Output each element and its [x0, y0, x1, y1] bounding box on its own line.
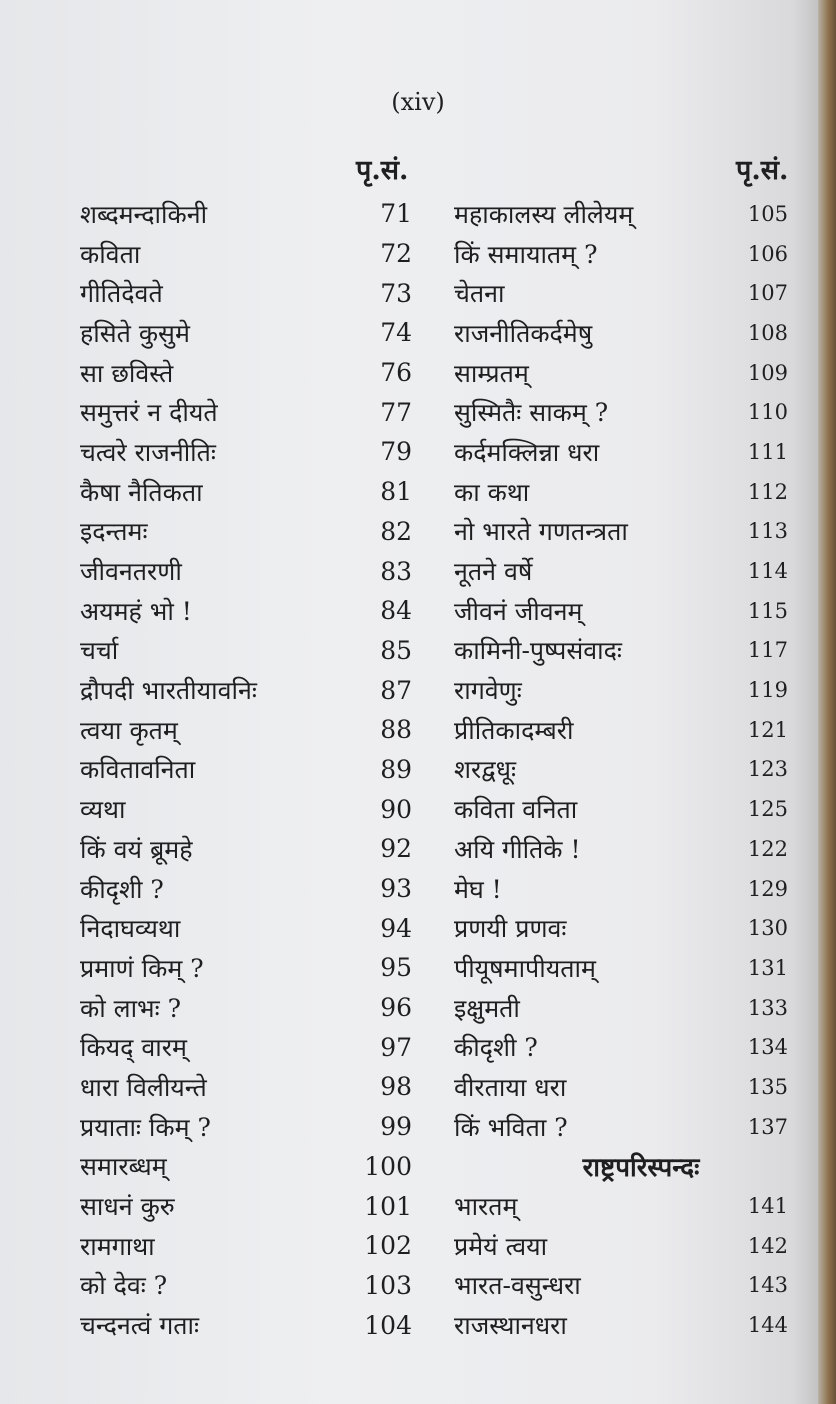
toc-entry [80, 512, 412, 552]
toc-entry [454, 512, 788, 552]
toc-entry [454, 1186, 788, 1226]
entry-title: को देवः ? [80, 1271, 168, 1301]
entry-page-number: 83 [380, 556, 412, 586]
toc-entry [80, 789, 412, 829]
entry-title: को लाभः ? [80, 993, 182, 1023]
toc-entry [454, 670, 788, 710]
right-column-header: पृ.सं. [736, 155, 789, 186]
entry-page-number: 144 [747, 1313, 788, 1338]
entry-page-number: 117 [747, 638, 788, 663]
toc-entry [80, 313, 412, 353]
toc-entry [454, 591, 788, 631]
entry-title: द्रौपदी भारतीयावनिः [80, 676, 257, 706]
toc-entry [454, 789, 788, 829]
toc-entry [454, 273, 788, 313]
toc-entry [454, 194, 788, 234]
entry-page-number: 130 [747, 916, 788, 941]
toc-entry [454, 472, 788, 512]
entry-title: निदाघव्यथा [80, 914, 181, 944]
entry-title: रामगाथा [80, 1231, 155, 1261]
toc-entry [80, 869, 412, 909]
entry-title: चन्दनत्वं गताः [80, 1311, 200, 1341]
entry-title: सुस्मितैः साकम् ? [454, 398, 609, 428]
entry-page-number: 93 [380, 874, 412, 904]
entry-title: व्यथा [80, 795, 126, 825]
toc-entry [80, 1186, 412, 1226]
entry-title: रागवेणुः [454, 676, 522, 706]
entry-page-number: 107 [747, 281, 788, 306]
toc-entry [80, 1147, 412, 1187]
entry-title: कवितावनिता [80, 755, 196, 785]
entry-title: कविता वनिता [454, 795, 578, 825]
toc-entry [454, 988, 788, 1028]
entry-page-number: 74 [380, 318, 412, 348]
toc-entry [454, 908, 788, 948]
toc-entry [454, 869, 788, 909]
entry-title: साम्प्रतम् [454, 358, 529, 388]
toc-entry [454, 710, 788, 750]
left-column-header: पृ.सं. [356, 155, 409, 186]
toc-entry [454, 1107, 788, 1147]
entry-page-number: 123 [747, 757, 788, 782]
entry-page-number: 87 [380, 675, 412, 705]
toc-entry [80, 392, 412, 432]
entry-page-number: 109 [747, 360, 788, 385]
entry-title: भारतम् [454, 1192, 518, 1222]
entry-title: प्रीतिकादम्बरी [454, 715, 574, 745]
entry-title: किं समायातम् ? [454, 239, 598, 269]
toc-entry [80, 194, 412, 234]
entry-page-number: 105 [747, 201, 788, 226]
entry-title: अयि गीतिके ! [454, 834, 581, 864]
entry-page-number: 88 [380, 715, 412, 745]
entry-title: समुत्तरं न दीयते [80, 398, 218, 428]
entry-page-number: 129 [747, 876, 788, 901]
entry-page-number: 103 [364, 1270, 412, 1300]
toc-entry [80, 353, 412, 393]
entry-title: साधनं कुरु [80, 1192, 175, 1222]
entry-page-number: 71 [380, 199, 412, 229]
entry-title: कामिनी-पुष्पसंवादः [454, 636, 622, 666]
entry-title: चर्चा [80, 636, 119, 666]
toc-entry [454, 432, 788, 472]
entry-title: कियद् वारम् [80, 1033, 187, 1063]
entry-title: प्रयाताः किम् ? [80, 1112, 211, 1142]
entry-page-number: 122 [747, 836, 788, 861]
entry-title: राष्ट्रपरिस्पन्दः [582, 1153, 700, 1184]
entry-title: राजस्थानधरा [454, 1311, 567, 1341]
entry-page-number: 115 [747, 598, 788, 623]
entry-page-number: 82 [380, 516, 412, 546]
entry-title: कर्दमक्लिन्ना धरा [454, 437, 600, 467]
entry-page-number: 72 [380, 239, 412, 269]
entry-title: राजनीतिकर्दमेषु [454, 318, 593, 348]
entry-page-number: 96 [380, 993, 412, 1023]
entry-title: गीतिदेवते [80, 279, 163, 309]
toc-entry [80, 234, 412, 274]
entry-page-number: 90 [380, 794, 412, 824]
toc-entry [80, 670, 412, 710]
entry-title: कीदृशी ? [454, 1033, 538, 1063]
toc-entry [80, 472, 412, 512]
entry-page-number: 114 [747, 559, 788, 584]
entry-title: जीवनतरणी [80, 557, 182, 587]
entry-page-number: 111 [747, 439, 788, 464]
book-edge [818, 0, 836, 1404]
entry-page-number: 137 [747, 1114, 788, 1139]
entry-title: का कथा [454, 477, 530, 507]
entry-page-number: 112 [747, 479, 788, 504]
entry-page-number: 73 [380, 278, 412, 308]
entry-title: कैषा नैतिकता [80, 477, 203, 507]
entry-title: पीयूषमापीयताम् [454, 953, 596, 983]
entry-title: अयमहं भो ! [80, 596, 192, 626]
toc-entry [80, 432, 412, 472]
entry-title: चत्वरे राजनीतिः [80, 437, 216, 467]
entry-title: मेघ ! [454, 874, 502, 904]
entry-title: कविता [80, 239, 141, 269]
entry-page-number: 81 [380, 477, 412, 507]
entry-page-number: 119 [747, 678, 788, 703]
toc-entry [80, 1067, 412, 1107]
toc-entry [454, 1067, 788, 1107]
entry-page-number: 94 [380, 913, 412, 943]
entry-title: किं भविता ? [454, 1112, 568, 1142]
toc-entry [454, 948, 788, 988]
entry-title: इक्षुमती [454, 993, 520, 1023]
entry-title: प्रमाणं किम् ? [80, 953, 204, 983]
entry-page-number: 110 [747, 400, 788, 425]
entry-page-number: 77 [380, 397, 412, 427]
entry-title: भारत-वसुन्धरा [454, 1271, 581, 1301]
toc-entry [80, 908, 412, 948]
toc-entry [80, 591, 412, 631]
entry-page-number: 104 [364, 1310, 412, 1340]
section-heading [454, 1147, 788, 1187]
entry-title: जीवनं जीवनम् [454, 596, 583, 626]
toc-entry [454, 353, 788, 393]
entry-page-number: 100 [364, 1151, 412, 1181]
toc-entry [454, 631, 788, 671]
entry-title: महाकालस्य लीलेयम् [454, 199, 634, 229]
toc-entry [454, 1027, 788, 1067]
toc-entry [454, 234, 788, 274]
toc-entry [454, 551, 788, 591]
entry-page-number: 143 [747, 1273, 788, 1298]
left-contents-column [80, 194, 412, 1345]
entry-page-number: 125 [747, 797, 788, 822]
entry-title: किं वयं ब्रूमहे [80, 834, 193, 864]
entry-page-number: 131 [747, 955, 788, 980]
entry-page-number: 121 [747, 717, 788, 742]
entry-page-number: 85 [380, 635, 412, 665]
toc-entry [80, 948, 412, 988]
entry-title: समारब्धम् [80, 1152, 167, 1182]
entry-title: त्वया कृतम् [80, 715, 178, 745]
entry-title: चेतना [454, 279, 505, 309]
toc-entry [80, 750, 412, 790]
entry-title: वीरताया धरा [454, 1072, 567, 1102]
toc-entry [80, 1107, 412, 1147]
entry-page-number: 99 [380, 1112, 412, 1142]
toc-entry [80, 710, 412, 750]
entry-page-number: 102 [364, 1231, 412, 1261]
toc-entry [80, 273, 412, 313]
toc-entry [454, 750, 788, 790]
entry-title: प्रणयी प्रणवः [454, 914, 567, 944]
page-number: (xiv) [391, 88, 445, 116]
entry-page-number: 133 [747, 995, 788, 1020]
toc-entry [80, 1266, 412, 1306]
entry-title: हसिते कुसुमे [80, 318, 190, 348]
entry-page-number: 142 [747, 1233, 788, 1258]
toc-entry [80, 1027, 412, 1067]
entry-page-number: 98 [380, 1072, 412, 1102]
entry-title: नो भारते गणतन्त्रता [454, 517, 628, 547]
entry-page-number: 108 [747, 320, 788, 345]
entry-title: नूतने वर्षे [454, 557, 533, 587]
entry-title: शरद्वधूः [454, 755, 517, 785]
toc-entry [454, 392, 788, 432]
entry-page-number: 106 [747, 241, 788, 266]
toc-entry [454, 1305, 788, 1345]
entry-title: धारा विलीयन्ते [80, 1072, 207, 1102]
right-contents-column [454, 194, 788, 1345]
toc-entry [454, 1226, 788, 1266]
entry-page-number: 79 [380, 437, 412, 467]
toc-entry [454, 1266, 788, 1306]
entry-page-number: 84 [380, 596, 412, 626]
entry-page-number: 135 [747, 1074, 788, 1099]
toc-entry [80, 631, 412, 671]
toc-entry [80, 829, 412, 869]
toc-entry [454, 829, 788, 869]
entry-page-number: 92 [380, 834, 412, 864]
entry-page-number: 101 [364, 1191, 412, 1221]
toc-entry [80, 988, 412, 1028]
entry-title: प्रमेयं त्वया [454, 1231, 548, 1261]
entry-title: शब्दमन्दाकिनी [80, 199, 208, 229]
toc-entry [80, 1305, 412, 1345]
entry-page-number: 95 [380, 953, 412, 983]
entry-page-number: 76 [380, 358, 412, 388]
entry-page-number: 97 [380, 1032, 412, 1062]
entry-title: सा छविस्ते [80, 358, 174, 388]
entry-title: कीदृशी ? [80, 874, 164, 904]
toc-entry [454, 313, 788, 353]
entry-page-number: 113 [747, 519, 788, 544]
entry-page-number: 89 [380, 754, 412, 784]
toc-entry [80, 551, 412, 591]
entry-page-number: 134 [747, 1035, 788, 1060]
entry-title: इदन्तमः [80, 517, 148, 547]
toc-entry [80, 1226, 412, 1266]
entry-page-number: 141 [747, 1194, 788, 1219]
